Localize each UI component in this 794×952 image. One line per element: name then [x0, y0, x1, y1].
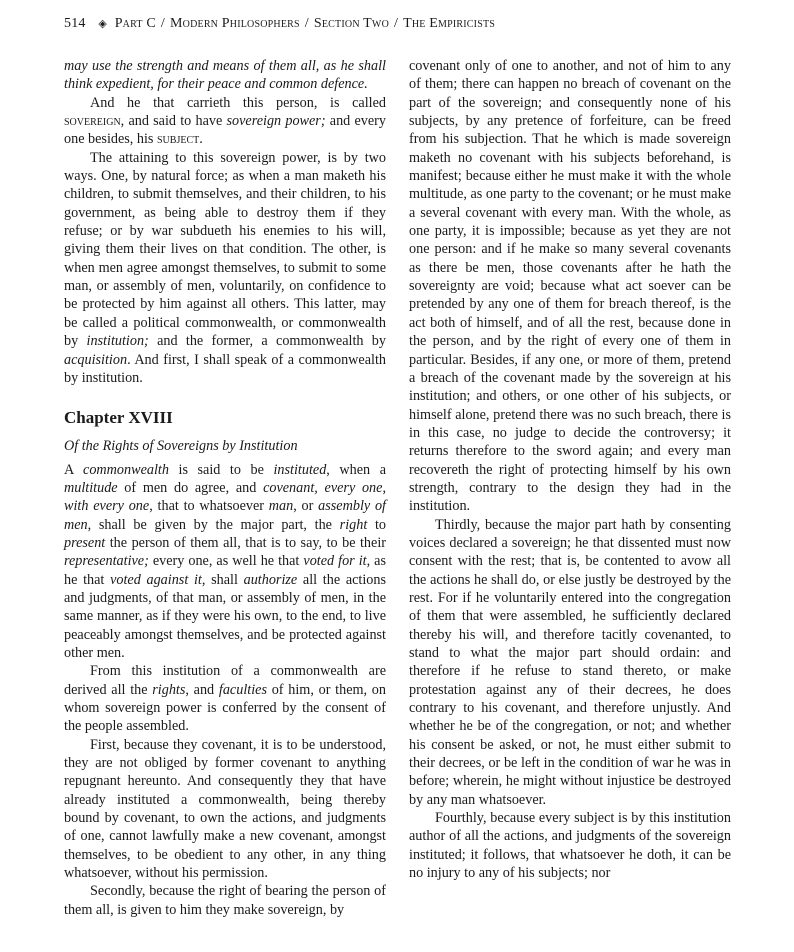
chapter-subtitle: Of the Rights of Sovereigns by Institution	[64, 438, 298, 455]
header-separator: /	[304, 16, 309, 31]
paragraph: Fourthly, because every subject is by this institution author of all the actions, and judgments of the sovereign instituted; it follows, that whatsoever he doth, it can be no injury to any of his subjects; nor	[409, 810, 731, 882]
paragraph: Secondly, because the right of bearing the person of them all, is given to him they make sovereign, by	[64, 883, 386, 918]
header-section-b: Section Two	[313, 16, 389, 31]
paragraph: First, because they covenant, it is to be understood, they are not obliged by former covenant to anything repugnant hereunto. And consequently they that have already instituted a commonwealth, being thereby bound by covenant, to own the actions, and judgments of one, cannot lawfully make a new covenant, amongst themselves, to be obedient to any other, in any thing whatsoever, without his permission.	[64, 736, 386, 882]
header-section-c: The Empiricists	[403, 16, 496, 31]
chapter-heading: Chapter XVIII	[64, 408, 173, 428]
diamond-bullet-icon: ◈	[98, 18, 107, 30]
running-header	[64, 16, 495, 32]
paragraph: covenant only of one to another, and not of him to any of them; there can happen no breach of covenant on the part of the sovereign; and consequently none of his subjects, by any pretence of forfeiture, can be freed from his subjection. That he which is made sovereign maketh no covenant with his subjects beforehand, is manifest; because either he must make it with the whole multitude, as one party to the covenant; or he must make a several covenant with every man. With the whole, as one party, it is impossible; because as yet they are not one person: and if he make so many several covenants as there be men, those covenants after he hath the sovereignty are void; because what act soever can be pretended by any one of them for breach thereof, is the act both of himself, and of all the rest, because done in the person, and by the right of every one of them in particular. Besides, if any one, or more of them, pretend a breach of the covenant made by the sovereign at his institution; and others, or one other of his subjects, or himself alone, pretend there was no such breach, there is in this case, no judge to decide the controversy; it returns therefore to the sword again; and every man recovereth the right of protecting himself by his own strength, contrary to the design they had in the institution.	[409, 58, 731, 515]
header-section-a: Modern Philosophers	[170, 16, 300, 31]
paragraph: may use the strength and means of them all, as he shall think expedient, for their peace and common defence.	[64, 58, 386, 93]
paragraph: And he that carrieth this person, is called sovereign, and said to have sovereign power; and every one besides, his subject.	[64, 94, 387, 148]
header-part: Part C	[114, 16, 156, 31]
paragraph: From this institution of a commonwealth are derived all the rights, and faculties of him, or them, on whom sovereign power is conferred by the consent of the people assembled.	[64, 663, 386, 735]
page-number: 514	[64, 16, 86, 31]
paragraph: A commonwealth is said to be instituted, when a multitude of men do agree, and covenant, every one, with every one, that to whatsoever man, or assembly of men, shall be given by the major part, the right to present the person of them all, that is to say, to be their representative; every one, as well he that voted for it, as he that voted against it, shall authorize all the actions and judgments, of that man, or assembly of men, in the same manner, as if they were his own, to the end, to live peaceably amongst themselves, and be protected against other men.	[64, 461, 387, 661]
paragraph: The attaining to this sovereign power, is by two ways. One, by natural force; as when a man maketh his children, to submit themselves, and their children, to his government, as being able to destroy them if they refuse; or by war subdueth his enemies to his will, giving them their lives on that condition. The other, is when men agree amongst themselves, to submit to some man, or assembly of men, voluntarily, on confidence to be protected by him against all others. This latter, may be called a political commonwealth, or commonwealth by institution; and the former, a commonwealth by acquisition. And first, I shall speak of a commonwealth by institution.	[64, 149, 386, 386]
left-column	[64, 57, 386, 919]
paragraph: Thirdly, because the major part hath by consenting voices declared a sovereign; he that dissented must now consent with the rest; that is, be contented to avow all the actions he shall do, or else justly be destroyed by the rest. For if he voluntarily entered into the congregation of them that were assembled, he sufficiently declared thereby his will, and therefore tacitly covenanted, to stand to what the major part should ordain: and therefore if he refuse to stand thereto, or make protestation against any of their decrees, he does contrary to his covenant, and therefore unjustly. And whether he be of the congregation, or not; and whether his consent be asked, or not, he must either submit to their decrees, or be left in the condition of war he was in before; wherein, he might without injustice be destroyed by any man whatsoever.	[409, 516, 731, 808]
header-separator: /	[160, 16, 166, 31]
header-separator: /	[394, 16, 399, 31]
right-column	[409, 57, 731, 882]
